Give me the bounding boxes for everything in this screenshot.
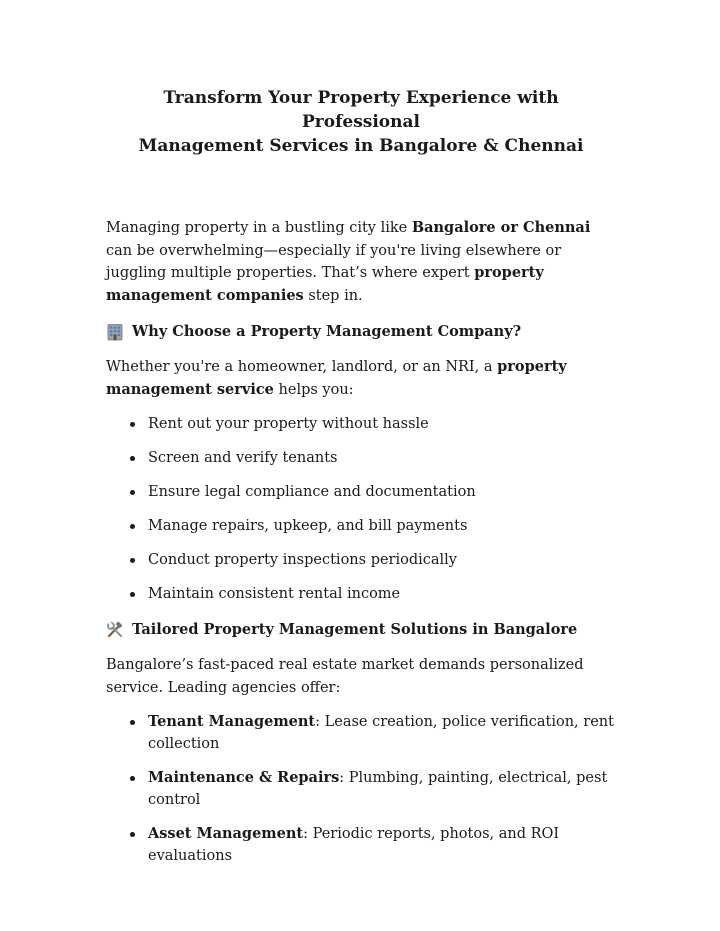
list-item: Maintenance & Repairs: Plumbing, painting, electrical, pest control	[106, 767, 616, 811]
section-heading-tailored-solutions: Tailored Property Management Solutions in Bangalore	[106, 619, 616, 641]
document-page	[106, 0, 616, 879]
services-list	[106, 711, 616, 867]
list-item: Ensure legal compliance and documentation	[106, 481, 616, 503]
intro-paragraph: Managing property in a bustling city like Bangalore or Chennai can be overwhelming—especially if you're living elsewhere or juggling multiple properties. That’s where expert property management companies step in.	[106, 219, 591, 304]
list-item: Asset Management: Periodic reports, photos, and ROI evaluations	[106, 823, 616, 867]
list-item: Manage repairs, upkeep, and bill payments	[106, 515, 616, 537]
list-item: Conduct property inspections periodically	[106, 549, 616, 571]
list-item: Maintain consistent rental income	[106, 583, 616, 605]
section1-paragraph: Whether you're a homeowner, landlord, or an NRI, a property management service helps you:	[106, 358, 567, 398]
page-title: Transform Your Property Experience with Professional Management Services in Bangalore & Chennai	[138, 88, 584, 156]
hammer-wrench-icon	[106, 621, 124, 639]
list-item: Screen and verify tenants	[106, 447, 616, 469]
benefits-list	[106, 413, 616, 605]
section-heading-why-choose: Why Choose a Property Management Company?	[106, 321, 616, 343]
section2-paragraph: Bangalore’s fast-paced real estate market demands personalized service. Leading agencies offer:	[106, 657, 584, 696]
list-item: Rent out your property without hassle	[106, 413, 616, 435]
office-building-icon	[106, 323, 124, 341]
list-item: Tenant Management: Lease creation, police verification, rent collection	[106, 711, 616, 755]
